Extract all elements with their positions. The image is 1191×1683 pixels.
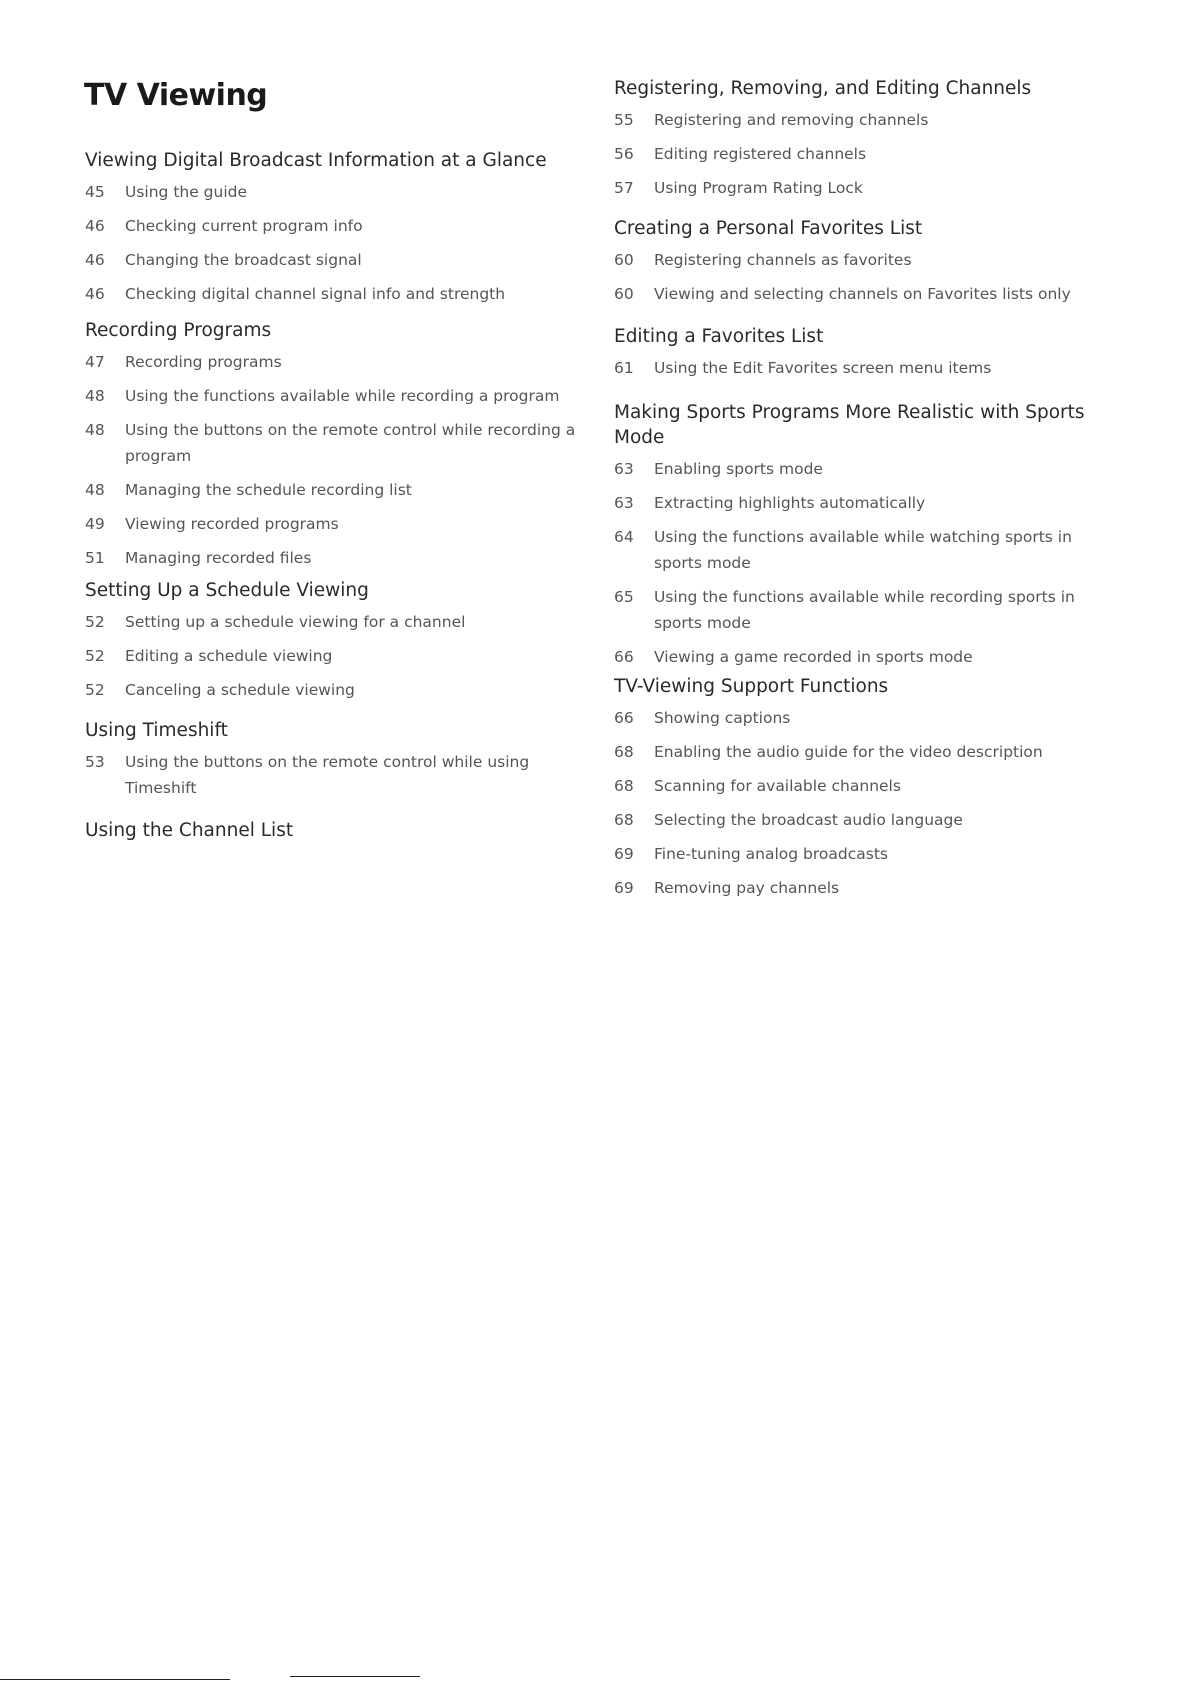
toc-entry-list bbox=[85, 749, 585, 801]
toc-entry[interactable] bbox=[85, 417, 585, 469]
toc-page-number: 66 bbox=[614, 709, 634, 727]
toc-entry-title: Setting up a schedule viewing for a channel bbox=[125, 613, 466, 631]
toc-page-number: 63 bbox=[614, 460, 634, 478]
toc-entry-title: Editing a schedule viewing bbox=[125, 647, 333, 665]
toc-entry[interactable] bbox=[85, 545, 585, 571]
toc-entry-list bbox=[614, 355, 1114, 381]
toc-entry-title: Showing captions bbox=[654, 709, 791, 727]
toc-entry[interactable] bbox=[85, 179, 585, 205]
toc-entry-title: Checking digital channel signal info and strength bbox=[125, 285, 506, 303]
toc-section bbox=[614, 400, 1114, 670]
toc-page-number: 60 bbox=[614, 251, 634, 269]
toc-section bbox=[614, 674, 1114, 901]
section-heading[interactable]: Using the Channel List bbox=[85, 820, 294, 841]
toc-entry-title: Fine-tuning analog broadcasts bbox=[654, 845, 888, 863]
toc-page-number: 57 bbox=[614, 179, 634, 197]
section-heading[interactable]: Viewing Digital Broadcast Information at a Glance bbox=[85, 150, 547, 171]
toc-entry[interactable] bbox=[85, 213, 585, 239]
toc-page-number: 68 bbox=[614, 777, 634, 795]
section-heading[interactable]: Registering, Removing, and Editing Channels bbox=[614, 78, 1032, 99]
section-heading[interactable]: Making Sports Programs More Realistic with Sports Mode bbox=[614, 402, 1085, 448]
toc-entry-title: Using the functions available while recording sports in sports mode bbox=[654, 588, 1075, 632]
toc-page-number: 69 bbox=[614, 845, 634, 863]
toc-entry-list bbox=[614, 705, 1114, 901]
toc-page-number: 51 bbox=[85, 549, 105, 567]
toc-entry-title: Using the functions available while recording a program bbox=[125, 387, 560, 405]
toc-entry[interactable] bbox=[614, 247, 1114, 273]
section-heading[interactable]: TV-Viewing Support Functions bbox=[614, 676, 889, 697]
toc-entry-title: Changing the broadcast signal bbox=[125, 251, 362, 269]
toc-entry-title: Using the guide bbox=[125, 183, 248, 201]
toc-section bbox=[85, 318, 585, 571]
toc-entry[interactable] bbox=[85, 511, 585, 537]
toc-entry-title: Managing the schedule recording list bbox=[125, 481, 412, 499]
toc-entry-title: Viewing a game recorded in sports mode bbox=[654, 648, 973, 666]
toc-entry-title: Canceling a schedule viewing bbox=[125, 681, 355, 699]
toc-page-number: 63 bbox=[614, 494, 634, 512]
toc-entry-title: Extracting highlights automatically bbox=[654, 494, 926, 512]
toc-entry-list bbox=[614, 247, 1114, 307]
toc-page-number: 48 bbox=[85, 387, 105, 405]
toc-entry-title: Viewing and selecting channels on Favorites lists only bbox=[654, 285, 1071, 303]
toc-entry-title: Managing recorded files bbox=[125, 549, 312, 567]
toc-page-number: 47 bbox=[85, 353, 105, 371]
toc-page-number: 45 bbox=[85, 183, 105, 201]
toc-entry-title: Using the Edit Favorites screen menu items bbox=[654, 359, 992, 377]
section-heading[interactable]: Setting Up a Schedule Viewing bbox=[85, 580, 369, 601]
toc-entry[interactable] bbox=[85, 749, 585, 801]
toc-entry[interactable] bbox=[614, 705, 1114, 731]
toc-page-number: 60 bbox=[614, 285, 634, 303]
toc-entry[interactable] bbox=[614, 281, 1114, 307]
toc-entry[interactable] bbox=[614, 107, 1114, 133]
toc-entry-title: Enabling the audio guide for the video description bbox=[654, 743, 1043, 761]
section-heading[interactable]: Recording Programs bbox=[85, 320, 272, 341]
section-heading[interactable]: Creating a Personal Favorites List bbox=[614, 218, 923, 239]
toc-entry[interactable] bbox=[614, 739, 1114, 765]
toc-page-number: 46 bbox=[85, 285, 105, 303]
footer-rule bbox=[0, 1679, 230, 1680]
toc-entry-list bbox=[85, 609, 585, 703]
toc-entry[interactable] bbox=[614, 584, 1114, 636]
toc-page-number: 46 bbox=[85, 217, 105, 235]
toc-entry[interactable] bbox=[85, 349, 585, 375]
toc-page-number: 55 bbox=[614, 111, 634, 129]
toc-page-number: 52 bbox=[85, 681, 105, 699]
toc-entry-list bbox=[85, 179, 585, 307]
toc-entry[interactable] bbox=[614, 141, 1114, 167]
toc-page-number: 48 bbox=[85, 421, 105, 439]
toc-entry[interactable] bbox=[614, 644, 1114, 670]
toc-section bbox=[85, 718, 585, 801]
toc-entry-title: Enabling sports mode bbox=[654, 460, 823, 478]
toc-page-number: 66 bbox=[614, 648, 634, 666]
toc-entry[interactable] bbox=[614, 175, 1114, 201]
toc-entry-list bbox=[85, 349, 585, 571]
toc-entry-title: Editing registered channels bbox=[654, 145, 867, 163]
toc-entry[interactable] bbox=[614, 841, 1114, 867]
toc-entry[interactable] bbox=[614, 524, 1114, 576]
toc-entry[interactable] bbox=[614, 773, 1114, 799]
page-title: TV Viewing bbox=[84, 78, 268, 113]
toc-entry[interactable] bbox=[85, 609, 585, 635]
toc-entry-list bbox=[614, 107, 1114, 201]
toc-page-number: 64 bbox=[614, 528, 634, 546]
toc-entry[interactable] bbox=[614, 875, 1114, 901]
toc-entry[interactable] bbox=[614, 456, 1114, 482]
toc-section bbox=[614, 76, 1114, 201]
toc-entry-title: Using Program Rating Lock bbox=[654, 179, 863, 197]
toc-entry[interactable] bbox=[614, 355, 1114, 381]
toc-entry[interactable] bbox=[614, 807, 1114, 833]
toc-entry[interactable] bbox=[614, 490, 1114, 516]
toc-page-number: 56 bbox=[614, 145, 634, 163]
toc-entry-title: Using the buttons on the remote control while recording a program bbox=[125, 421, 576, 465]
toc-entry-title: Recording programs bbox=[125, 353, 282, 371]
toc-entry-title: Registering channels as favorites bbox=[654, 251, 912, 269]
toc-entry-title: Scanning for available channels bbox=[654, 777, 901, 795]
toc-page-number: 65 bbox=[614, 588, 634, 606]
toc-entry-title: Selecting the broadcast audio language bbox=[654, 811, 963, 829]
toc-page-number: 49 bbox=[85, 515, 105, 533]
toc-page-number: 48 bbox=[85, 481, 105, 499]
toc-entry-title: Using the functions available while watching sports in sports mode bbox=[654, 528, 1072, 572]
toc-section bbox=[85, 818, 585, 843]
footer-rule bbox=[290, 1676, 420, 1677]
section-heading[interactable]: Editing a Favorites List bbox=[614, 326, 824, 347]
toc-entry[interactable] bbox=[85, 477, 585, 503]
toc-entry[interactable] bbox=[85, 643, 585, 669]
toc-entry[interactable] bbox=[85, 281, 585, 307]
toc-page-number: 53 bbox=[85, 753, 105, 771]
toc-entry[interactable] bbox=[85, 383, 585, 409]
toc-page-number: 52 bbox=[85, 613, 105, 631]
toc-page-number: 52 bbox=[85, 647, 105, 665]
toc-section bbox=[614, 216, 1114, 307]
toc-entry-title: Removing pay channels bbox=[654, 879, 840, 897]
toc-page-number: 68 bbox=[614, 743, 634, 761]
toc-section bbox=[614, 324, 1114, 381]
toc-entry-title: Checking current program info bbox=[125, 217, 363, 235]
toc-entry-title: Viewing recorded programs bbox=[125, 515, 339, 533]
section-heading[interactable]: Using Timeshift bbox=[85, 720, 228, 741]
toc-page-number: 46 bbox=[85, 251, 105, 269]
toc-page-number: 69 bbox=[614, 879, 634, 897]
toc-section bbox=[85, 148, 585, 307]
toc-entry[interactable] bbox=[85, 247, 585, 273]
toc-entry-title: Using the buttons on the remote control while using Timeshift bbox=[125, 753, 530, 797]
toc-page-number: 68 bbox=[614, 811, 634, 829]
toc-section bbox=[85, 578, 585, 703]
toc-entry-title: Registering and removing channels bbox=[654, 111, 929, 129]
toc-entry-list bbox=[614, 456, 1114, 670]
toc-page-number: 61 bbox=[614, 359, 634, 377]
toc-entry[interactable] bbox=[85, 677, 585, 703]
